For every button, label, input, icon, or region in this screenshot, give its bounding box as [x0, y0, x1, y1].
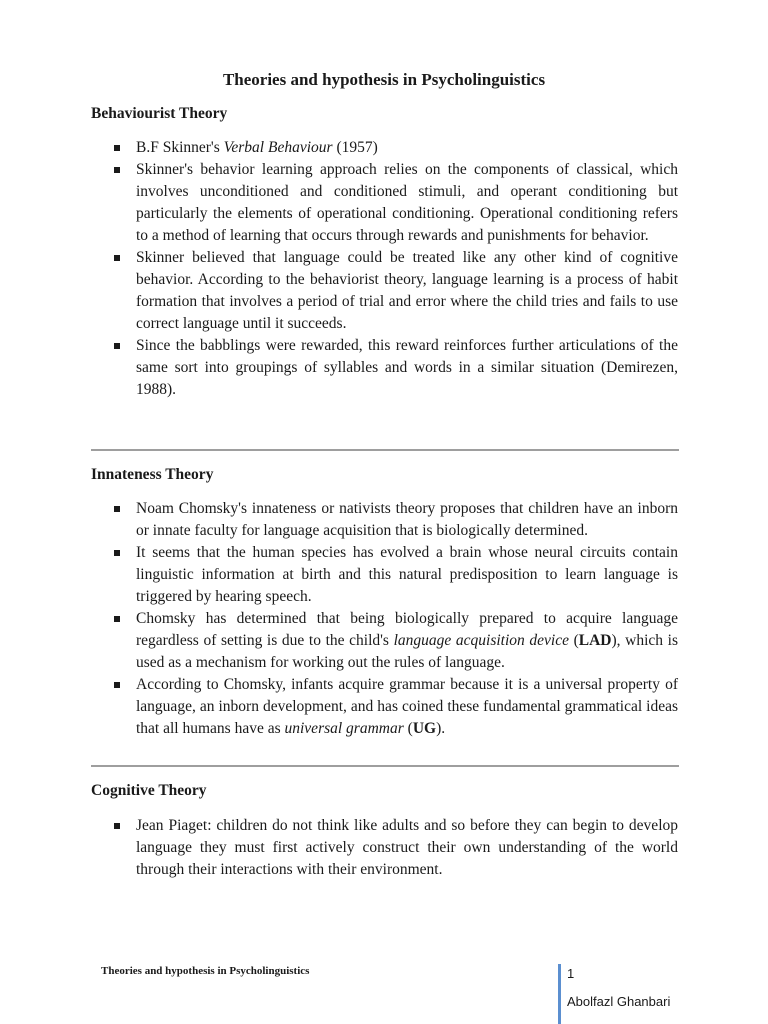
section-divider — [91, 765, 679, 767]
footer-divider — [558, 964, 561, 1024]
section-heading-behaviourist: Behaviourist Theory — [91, 105, 228, 122]
document-title: Theories and hypothesis in Psycholinguistics — [222, 70, 546, 89]
list-item: It seems that the human species has evolved a brain whose neural circuits contain linguistic information at birth and this natural predisposition to learn language is triggered by hearing speech. — [110, 542, 678, 608]
bullet-square-icon — [114, 823, 120, 829]
bullet-square-icon — [114, 682, 120, 688]
bullet-list-behaviourist — [110, 137, 678, 401]
list-item: Since the babblings were rewarded, this reward reinforces further articulations of the same sort into groupings of syllables and words in a similar situation (Demirezen, 1988). — [110, 335, 678, 401]
list-item: Skinner's behavior learning approach relies on the components of classical, which involves unconditioned and conditioned stimuli, and operant conditioning but particularly the elements of operational conditioning. Operational conditioning refers to a method of learning that occurs through rewards and punishments for behavior. — [110, 159, 678, 247]
bullet-list-innateness — [110, 498, 678, 740]
section-heading-cognitive: Cognitive Theory — [91, 782, 207, 799]
list-item: According to Chomsky, infants acquire grammar because it is a universal property of language, an inborn development, and has coined these fundamental grammatical ideas that all humans have as universal grammar (UG). — [110, 674, 678, 740]
bullet-square-icon — [114, 255, 120, 261]
list-item: Skinner believed that language could be treated like any other kind of cognitive behavior. According to the behaviorist theory, language learning is a process of habit formation that involves a period of trial and error where the child tries and fails to use correct language until it succeeds. — [110, 247, 678, 335]
bullet-square-icon — [114, 506, 120, 512]
footer-title: Theories and hypothesis in Psycholinguistics — [101, 965, 310, 977]
bullet-square-icon — [114, 343, 120, 349]
list-item: Noam Chomsky's innateness or nativists theory proposes that children have an inborn or innate faculty for language acquisition that is biologically determined. — [110, 498, 678, 542]
list-item: Jean Piaget: children do not think like adults and so before they can begin to develop language they must first actively construct their own understanding of the world through their interactions with their environment. — [110, 815, 678, 881]
bullet-square-icon — [114, 616, 120, 622]
list-item: Chomsky has determined that being biologically prepared to acquire language regardless of setting is due to the child's language acquisition device (LAD), which is used as a mechanism for working out the rules of language. — [110, 608, 678, 674]
footer-author: Abolfazl Ghanbari — [567, 994, 671, 1009]
list-item: B.F Skinner's Verbal Behaviour (1957) — [110, 137, 678, 159]
bullet-list-cognitive — [110, 815, 678, 881]
section-heading-innateness: Innateness Theory — [91, 466, 214, 483]
page-number: 1 — [567, 966, 575, 981]
bullet-square-icon — [114, 550, 120, 556]
bullet-square-icon — [114, 167, 120, 173]
bullet-square-icon — [114, 145, 120, 151]
section-divider — [91, 449, 679, 451]
